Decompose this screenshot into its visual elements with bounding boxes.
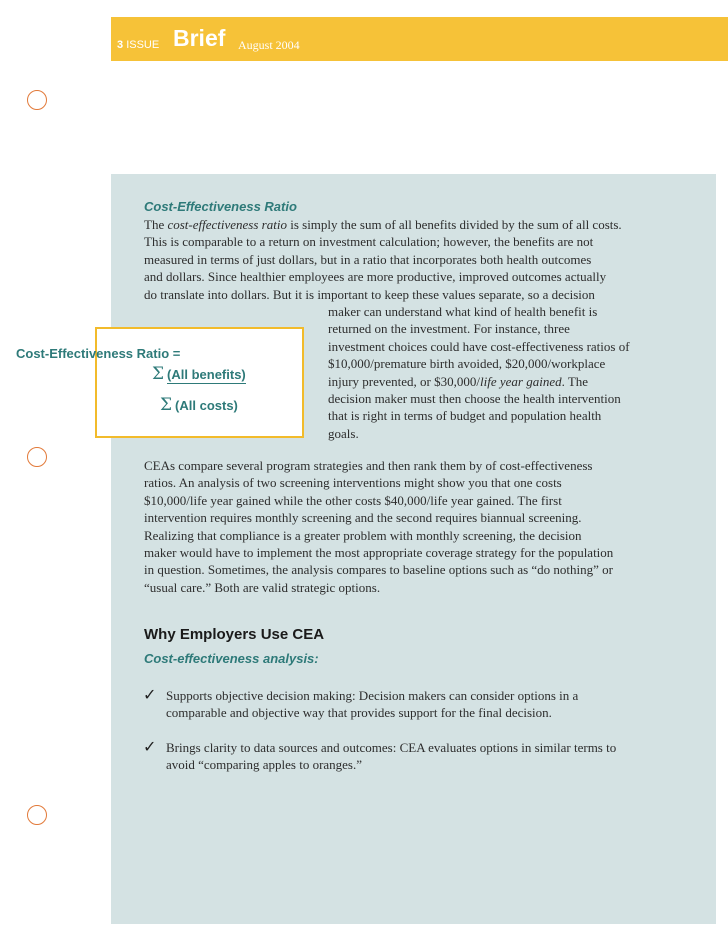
section-heading: Why Employers Use CEA	[144, 626, 325, 643]
binder-hole	[27, 805, 47, 825]
issue-date: August 2004	[238, 38, 300, 52]
issue-brief-header	[111, 17, 728, 61]
intro-paragraph: The cost-effectiveness ratio is simply the sum of all benefits divided by the sum of all costs. This is comparable to a return on investment calculation; however, the benefits are not measured in terms of just dollars, but in a ratio that incorporates both health outcomes and dollars. Since healthier employees are more productive, improved outcomes actually do translate into dollars. But it is important to keep these values separate, so a decision	[144, 217, 622, 302]
check-icon: ✓	[143, 737, 157, 756]
binder-hole	[27, 447, 47, 467]
issue-label: 3 ISSUE	[117, 39, 160, 51]
section-subheading: Cost-effectiveness analysis:	[144, 651, 319, 666]
formula-numerator: Σ (All benefits)	[152, 364, 246, 384]
formula-title: Cost-Effectiveness Ratio =	[16, 346, 181, 361]
sigma-symbol: Σ	[152, 364, 165, 384]
section-subheading: Cost-Effectiveness Ratio	[144, 199, 297, 214]
formula-denominator: Σ (All costs)	[160, 395, 238, 415]
cea-paragraph: CEAs compare several program strategies and then rank them by of cost-effectiveness ratios. An analysis of two screening interventions might show you that one costs $10,000/life year gained while the other costs $40,000/life year gained. The first intervention requires monthly screening and the second requires biannual screening. Realizing that compliance is a greater problem with monthly screening, the decision maker would have to implement the most appropriate coverage strategy for the population in question. Sometimes, the analysis compares to baseline options such as “do nothing” or “usual care.” Both are valid strategic options.	[144, 458, 614, 595]
bullet-item: Supports objective decision making: Decision makers can consider options in a comparable and objective way that provides support for the final decision.	[166, 688, 579, 721]
brand-title: Brief	[173, 25, 226, 51]
bullet-item: Brings clarity to data sources and outcomes: CEA evaluates options in similar terms to avoid “comparing apples to oranges.”	[166, 740, 617, 773]
check-icon: ✓	[143, 685, 157, 704]
intro-paragraph-continued: maker can understand what kind of health benefit is returned on the investment. For instance, three investment choices could have cost-effectiveness ratios of $10,000/premature birth avoided, $20,000/workplace injury prevented, or $30,000/life year gained. The decision maker must then choose the health intervention that is right in terms of budget and population health goals.	[328, 304, 630, 441]
binder-hole	[27, 90, 47, 110]
sigma-symbol: Σ	[160, 395, 173, 415]
